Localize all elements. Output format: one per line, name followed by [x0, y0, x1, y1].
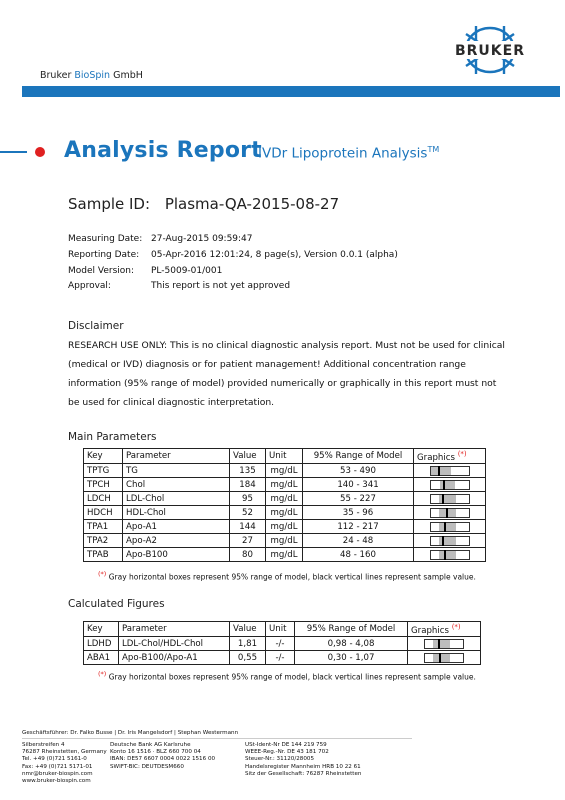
footer-line: USt-Ident-Nr DE 144 219 759 [245, 742, 327, 748]
col-range: 95% Range of Model [295, 622, 408, 637]
sample-value-marker [438, 639, 440, 649]
cell-parameter: HDL-Chol [123, 506, 230, 520]
company-suffix: GmbH [113, 70, 143, 81]
col-key: Key [84, 622, 119, 637]
sample-value-marker [442, 536, 444, 546]
sample-value-marker [444, 522, 446, 532]
meta-value: This report is not yet approved [151, 281, 291, 291]
cell-parameter: LDL-Chol/HDL-Chol [119, 637, 230, 651]
footer-line: 76287 Rheinstetten, Germany [22, 749, 107, 756]
meta-key: Measuring Date: [68, 234, 143, 244]
range-bar [430, 522, 470, 532]
cell-value: 95 [230, 492, 266, 506]
cell-value: 27 [230, 534, 266, 548]
table-row [84, 520, 486, 534]
meta-value: 05-Apr-2016 12:01:24, 8 page(s), Version 0.0.1 (alpha) [151, 250, 398, 260]
table-row [84, 548, 486, 562]
meta-key: Approval: [68, 281, 111, 291]
title-bullet-icon [35, 147, 45, 157]
table-row [84, 651, 481, 665]
col-graphics-label: Graphics [411, 625, 449, 636]
cell-value: 0,55 [230, 651, 266, 665]
meta-value: PL-5009-01/001 [151, 266, 223, 276]
cell-unit: mg/dL [266, 478, 303, 492]
cell-range: 112 - 217 [303, 520, 414, 534]
sample-id [68, 195, 339, 213]
footer-line: WEEE-Reg.-Nr. DE 43 181 702 [245, 749, 329, 756]
footer-line: Fax: +49 (0)721 5171-01 [22, 763, 93, 770]
cell-key: HDCH [84, 506, 123, 520]
cell-graphics [414, 520, 486, 534]
cell-range: 48 - 160 [303, 548, 414, 562]
cell-range: 55 - 227 [303, 492, 414, 506]
meta-row-model-version [68, 266, 222, 276]
range-box [439, 551, 456, 559]
calculated-figures-footnote [98, 670, 476, 682]
table-header-row [84, 449, 486, 464]
subtitle-text: IVDr Lipoprotein Analysis [258, 145, 428, 162]
cell-graphics [408, 637, 481, 651]
col-parameter: Parameter [123, 449, 230, 464]
sample-value-marker [438, 466, 440, 476]
footnote-text: Gray horizontal boxes represent 95% range of model, black vertical lines represent sample value. [108, 572, 476, 582]
footer-address [22, 742, 107, 785]
cell-key: TPA1 [84, 520, 123, 534]
range-box [439, 523, 456, 531]
footer-line: Steuer-Nr.: 31120/28005 [245, 756, 315, 763]
footer-management: Geschäftsführer: Dr. Falko Busse | Dr. Iris Mangelsdorf | Stephan Westermann [22, 730, 239, 736]
company-prefix: Bruker [40, 70, 72, 81]
footnote-text: Gray horizontal boxes represent 95% range of model, black vertical lines represent sample value. [108, 672, 476, 682]
footer-divider [22, 738, 412, 739]
cell-value: 144 [230, 520, 266, 534]
table-row [84, 534, 486, 548]
meta-key: Model Version: [68, 266, 135, 276]
meta-row-reporting-date [68, 250, 398, 260]
range-bar [430, 536, 470, 546]
col-graphics [414, 449, 486, 464]
cell-graphics [414, 548, 486, 562]
header-bar [22, 86, 560, 97]
cell-parameter: Apo-A1 [123, 520, 230, 534]
cell-key: TPCH [84, 478, 123, 492]
sample-id-label: Sample ID: [68, 195, 151, 213]
main-parameters-heading: Main Parameters [68, 431, 157, 443]
col-graphics [408, 622, 481, 637]
cell-value: 1,81 [230, 637, 266, 651]
cell-range: 35 - 96 [303, 506, 414, 520]
range-box [433, 640, 450, 648]
sample-value-marker [446, 508, 448, 518]
footer-line: Deutsche Bank AG Karlsruhe [110, 742, 191, 748]
sample-id-value: Plasma-QA-2015-08-27 [164, 195, 340, 213]
col-range: 95% Range of Model [303, 449, 414, 464]
footer-line: Sitz der Gesellschaft: 76287 Rheinstetten [245, 770, 362, 777]
report-title: Analysis Report [64, 138, 262, 163]
table-header-row [84, 622, 481, 637]
cell-parameter: Apo-A2 [123, 534, 230, 548]
title-rule [0, 151, 27, 153]
cell-unit: -/- [266, 637, 295, 651]
cell-value: 80 [230, 548, 266, 562]
table-row [84, 637, 481, 651]
footer-line: Handelsregister Mannheim HRB 10 22 61 [245, 763, 361, 770]
footer-line: Tel. +49 (0)721 5161-0 [22, 756, 87, 763]
table-row [84, 506, 486, 520]
cell-value: 184 [230, 478, 266, 492]
col-unit: Unit [266, 622, 295, 637]
main-parameters-footnote [98, 570, 476, 582]
cell-parameter: TG [123, 464, 230, 478]
cell-unit: -/- [266, 651, 295, 665]
cell-unit: mg/dL [266, 520, 303, 534]
cell-key: LDCH [84, 492, 123, 506]
cell-range: 0,98 - 4,08 [295, 637, 408, 651]
sample-value-marker [439, 653, 441, 663]
subtitle-trademark: TM [427, 145, 440, 154]
cell-value: 52 [230, 506, 266, 520]
logo-text: BRUKER [454, 43, 526, 59]
range-bar [430, 508, 470, 518]
cell-graphics [408, 651, 481, 665]
footnote-marker: (*) [98, 570, 107, 578]
meta-row-measuring-date [68, 234, 253, 244]
footer-line: www.bruker-biospin.com [22, 778, 91, 785]
col-key: Key [84, 449, 123, 464]
footer-line: IBAN: DE57 6607 0004 0022 1516 00 [110, 756, 216, 763]
col-graphics-label: Graphics [417, 452, 455, 463]
footer-bank [110, 742, 215, 771]
range-bar [430, 480, 470, 490]
footer-line: Konto 16 1516 · BLZ 660 700 04 [110, 749, 201, 756]
col-value: Value [230, 449, 266, 464]
cell-graphics [414, 506, 486, 520]
range-box [431, 467, 452, 475]
company-name [40, 70, 143, 81]
footer-line: Silberstreifen 4 [22, 742, 65, 748]
report-subtitle [258, 145, 439, 162]
cell-graphics [414, 534, 486, 548]
cell-parameter: LDL-Chol [123, 492, 230, 506]
cell-parameter: Chol [123, 478, 230, 492]
calculated-figures-heading: Calculated Figures [68, 598, 165, 610]
table-row [84, 478, 486, 492]
cell-value: 135 [230, 464, 266, 478]
cell-key: TPA2 [84, 534, 123, 548]
meta-row-approval [68, 281, 290, 291]
cell-unit: mg/dL [266, 534, 303, 548]
cell-range: 53 - 490 [303, 464, 414, 478]
range-bar [430, 494, 470, 504]
footer-line: SWIFT-BIC: DEUTDESM660 [110, 763, 184, 770]
disclaimer-text: RESEARCH USE ONLY: This is no clinical diagnostic analysis report. Must not be used for clinical (medical or IVD) diagnosis or for patient management! Additional concentration range information (95% range of model) provided numerically or graphically in this report must not be used for clinical diagnostic interpretation. [68, 340, 505, 408]
footnote-marker: (*) [451, 622, 461, 631]
cell-unit: mg/dL [266, 464, 303, 478]
footnote-marker: (*) [98, 670, 107, 678]
footnote-marker: (*) [457, 449, 467, 458]
sample-value-marker [443, 480, 445, 490]
cell-key: LDHD [84, 637, 119, 651]
cell-key: TPAB [84, 548, 123, 562]
range-box [433, 654, 450, 662]
main-parameters-table [83, 448, 486, 562]
calculated-figures-table [83, 621, 481, 665]
cell-key: ABA1 [84, 651, 119, 665]
col-unit: Unit [266, 449, 303, 464]
col-value: Value [230, 622, 266, 637]
col-parameter: Parameter [119, 622, 230, 637]
footer-registration [245, 742, 361, 778]
bruker-logo [436, 22, 544, 78]
range-bar [424, 639, 464, 649]
meta-key: Reporting Date: [68, 250, 140, 260]
cell-range: 140 - 341 [303, 478, 414, 492]
cell-parameter: Apo-B100/Apo-A1 [119, 651, 230, 665]
range-bar [430, 466, 470, 476]
footer-line: nmr@bruker-biospin.com [22, 770, 93, 777]
cell-graphics [414, 492, 486, 506]
cell-range: 0,30 - 1,07 [295, 651, 408, 665]
sample-value-marker [444, 550, 446, 560]
range-bar [424, 653, 464, 663]
cell-graphics [414, 478, 486, 492]
cell-parameter: Apo-B100 [123, 548, 230, 562]
range-bar [430, 550, 470, 560]
disclaimer-heading: Disclaimer [68, 320, 124, 332]
cell-graphics [414, 464, 486, 478]
cell-unit: mg/dL [266, 492, 303, 506]
company-highlight: BioSpin [74, 70, 111, 81]
cell-key: TPTG [84, 464, 123, 478]
meta-value: 27-Aug-2015 09:59:47 [151, 234, 253, 244]
table-row [84, 492, 486, 506]
table-row [84, 464, 486, 478]
cell-unit: mg/dL [266, 506, 303, 520]
cell-range: 24 - 48 [303, 534, 414, 548]
sample-value-marker [442, 494, 444, 504]
cell-unit: mg/dL [266, 548, 303, 562]
